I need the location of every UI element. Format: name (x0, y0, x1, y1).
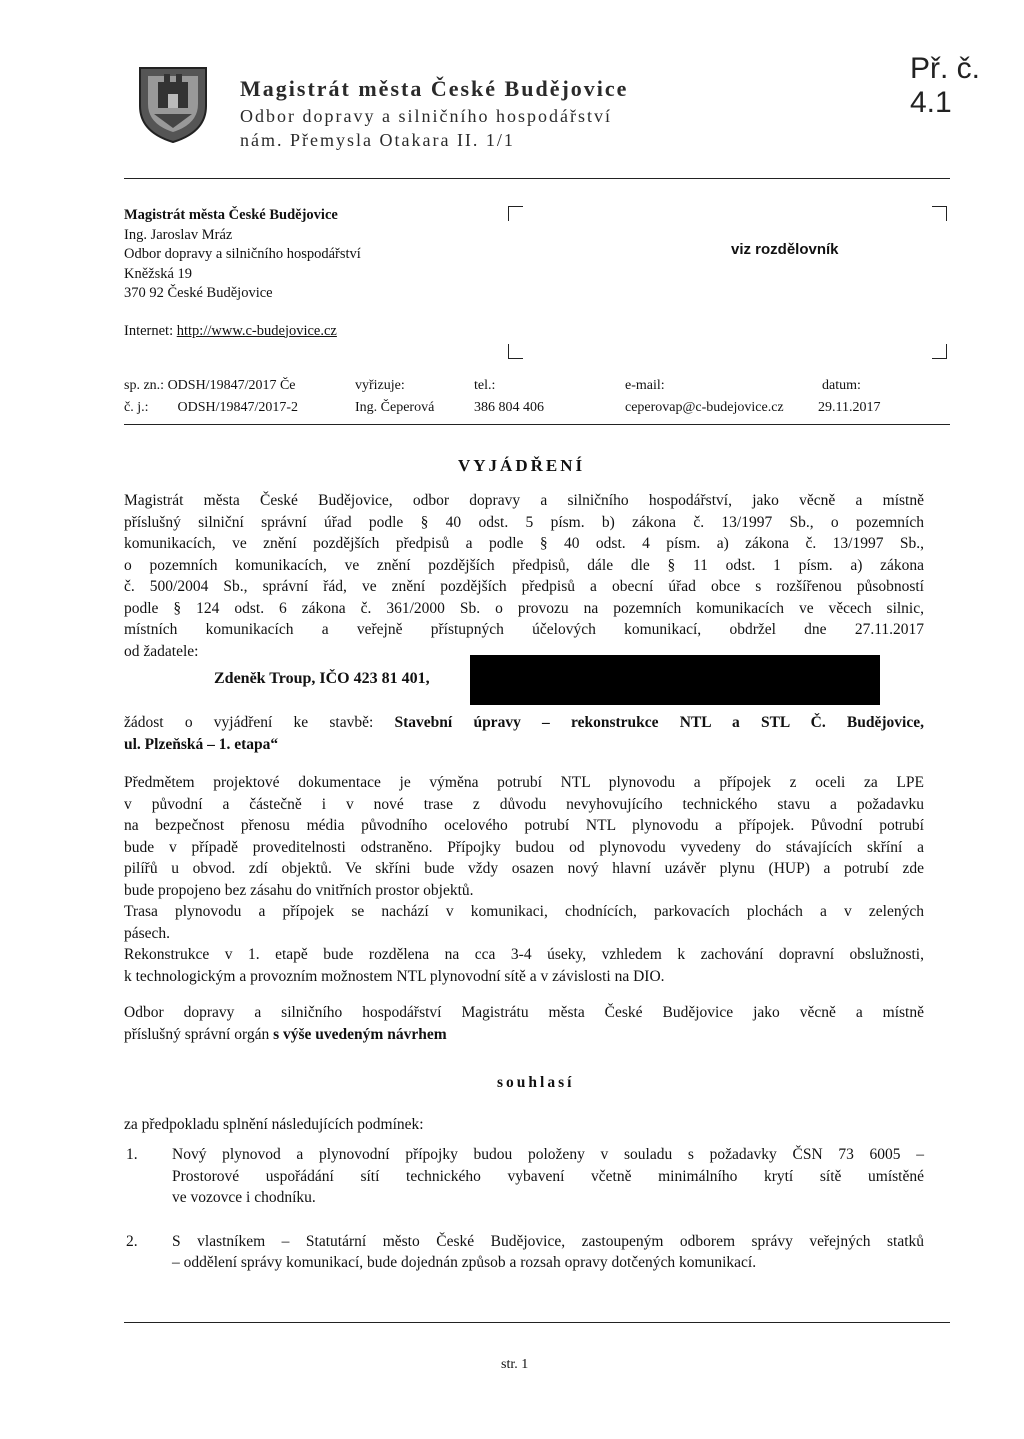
intro-line: místních komunikacích a veřejně přístupných účelových komunikací, obdržel dne 27.11.2017 (124, 621, 924, 638)
header-org: Magistrát města České Budějovice (240, 76, 629, 101)
condition-number: 1. (126, 1146, 138, 1163)
window-bracket-tl (508, 206, 523, 221)
decision-line-2 (124, 1024, 924, 1046)
redaction-box (470, 655, 880, 705)
page-number: str. 1 (501, 1357, 529, 1372)
project-paragraph (124, 772, 924, 987)
request-line-1 (124, 712, 924, 734)
sender-street: Kněžská 19 (124, 265, 193, 282)
condition-line: Prostorové uspořádání sítí technického vybavení včetně minimálního krytí sítě umístěné (172, 1167, 924, 1185)
project-line: bude propojeno bez zásahu do vnitřních prostor objektů. (124, 881, 474, 899)
city-crest-logo (134, 62, 212, 144)
condition-item (124, 1231, 924, 1274)
request-subject: Stavební úpravy – rekonstrukce NTL a STL Č. Budějovice, (394, 714, 924, 731)
project-line: Rekonstrukce v 1. etapě bude rozdělena na cca 3-4 úseky, vzhledem k zachování dopravní obslužnosti, (124, 946, 924, 963)
intro-line: podle § 124 odst. 6 zákona č. 361/2000 Sb. o provozu na pozemních komunikacích ve věcech silnic, (124, 599, 924, 617)
header-address: nám. Přemysla Otakara II. 1/1 (240, 130, 515, 150)
vyrizuje-label: vyřizuje: (355, 378, 405, 393)
intro-line: komunikacích, ve znění pozdějších předpisů a podle § 40 odst. 4 písm. a) zákona č. 13/1997 Sb., (124, 535, 924, 552)
project-line: pilířů u obvod. zdí objektů. Ve skříni bude vždy osazen nový hlavní uzávěr plynu (HUP) a potrubí zde (124, 860, 924, 877)
sender-internet (124, 322, 361, 342)
ref-spzn (124, 378, 296, 394)
window-bracket-tr (932, 206, 947, 221)
condition-number: 2. (126, 1232, 138, 1250)
project-line: na bezpečnost přenosu média původního ocelového potrubí NTL plynovodu a přípojek. Původní potrubí (124, 817, 924, 834)
refs-rule (124, 424, 950, 425)
decision-line-1: Odbor dopravy a silničního hospodářství Magistrátu města České Budějovice jako věcně a místně (124, 1004, 924, 1021)
intro-paragraph (124, 490, 924, 662)
corner-mark: Př. č. 4.1 (910, 52, 981, 119)
spzn-label: sp. zn.: (124, 378, 165, 393)
applicant: Zdeněk Troup, IČO 423 81 401, (214, 670, 430, 687)
project-line: k technologickým a provozním možnostem NTL plynovodní sítě a v závislosti na DIO. (124, 967, 665, 985)
footer-rule (124, 1322, 950, 1323)
request-paragraph (124, 712, 924, 755)
decision-paragraph (124, 1002, 924, 1045)
project-line: pásech. (124, 924, 171, 942)
project-line: bude v případě proveditelnosti odstraněno. Přípojky budou od plynovodu vyvedeny do stávajících skříní a (124, 838, 924, 856)
header-dept: Odbor dopravy a silničního hospodářství (240, 106, 612, 126)
spzn-value: ODSH/19847/2017 Če (167, 378, 296, 393)
recipient: viz rozdělovník (731, 241, 839, 258)
cj-label: č. j.: (124, 400, 149, 415)
email-value: ceperovap@c-budejovice.cz (625, 400, 784, 415)
condition-line: ve vozovce i chodníku. (172, 1189, 316, 1206)
intro-line: č. 500/2004 Sb., správní řád, ve znění pozdějších předpisů a obecní úřad obce s rozšířenou působností (124, 578, 924, 595)
condition-line: S vlastníkem – Statutární město České Budějovice, zastoupeným odborem správy veřejných statků (172, 1232, 924, 1250)
datum-label: datum: (822, 378, 861, 393)
document-title: VYJÁDŘENÍ (458, 456, 586, 475)
internet-link[interactable]: http://www.c-budejovice.cz (176, 322, 337, 339)
sender-city: 370 92 České Budějovice (124, 285, 273, 301)
sender-dept: Odbor dopravy a silničního hospodářství (124, 246, 361, 262)
window-bracket-br (932, 344, 947, 359)
tel-value: 386 804 406 (474, 400, 544, 415)
intro-line: o pozemních komunikacích, ve znění pozdějších předpisů, dále dle § 11 odst. 1 písm. a) zákona (124, 556, 924, 574)
request-line-2 (124, 734, 924, 756)
sender-org: Magistrát města České Budějovice (124, 207, 338, 223)
project-line: v původní a částečně i v nové trase z důvodu nevyhovujícího technického stavu a požadavku (124, 795, 924, 813)
decision-bold: s výše uvedeným návrhem (273, 1025, 447, 1043)
datum-value: 29.11.2017 (818, 400, 881, 415)
cj-value: ODSH/19847/2017-2 (177, 400, 299, 415)
decision-word: souhlasí (497, 1074, 575, 1091)
condition-item (124, 1144, 924, 1209)
request-prefix: žádost o vyjádření ke stavbě: (124, 714, 395, 731)
sender-block (124, 206, 361, 341)
intro-line: příslušný silniční správní úřad podle § 40 odst. 5 písm. b) zákona č. 13/1997 Sb., o pozemních (124, 513, 924, 531)
header-rule (124, 178, 950, 179)
conditions-list (124, 1144, 924, 1274)
vyrizuje-value: Ing. Čeperová (355, 400, 435, 415)
window-bracket-bl (508, 344, 523, 359)
intro-line: Magistrát města České Budějovice, odbor dopravy a silničního hospodářství, jako věcně a místně (124, 492, 924, 509)
condition-line: – oddělení správy komunikací, bude dojednán způsob a rozsah opravy dotčených komunikací. (172, 1254, 757, 1271)
conditions-intro: za předpokladu splnění následujících podmínek: (124, 1116, 424, 1133)
project-line: Trasa plynovodu a přípojek se nachází v komunikaci, chodnících, parkovacích plochách a v zelených (124, 903, 924, 920)
project-line: Předmětem projektové dokumentace je výměna potrubí NTL plynovodu a přípojek z oceli za LPE (124, 774, 924, 791)
intro-line: od žadatele: (124, 642, 199, 660)
ref-cj (124, 400, 298, 416)
email-label: e-mail: (625, 378, 665, 393)
tel-label: tel.: (474, 378, 496, 393)
internet-label: Internet: (124, 322, 174, 339)
condition-line: Nový plynovod a plynovodní přípojky budou položeny v souladu s požadavky ČSN 73 6005 – (172, 1146, 924, 1163)
request-subject-cont: ul. Plzeňská – 1. etapa“ (124, 735, 279, 753)
decision-prefix: příslušný správní orgán (124, 1025, 274, 1043)
sender-person: Ing. Jaroslav Mráz (124, 226, 233, 243)
